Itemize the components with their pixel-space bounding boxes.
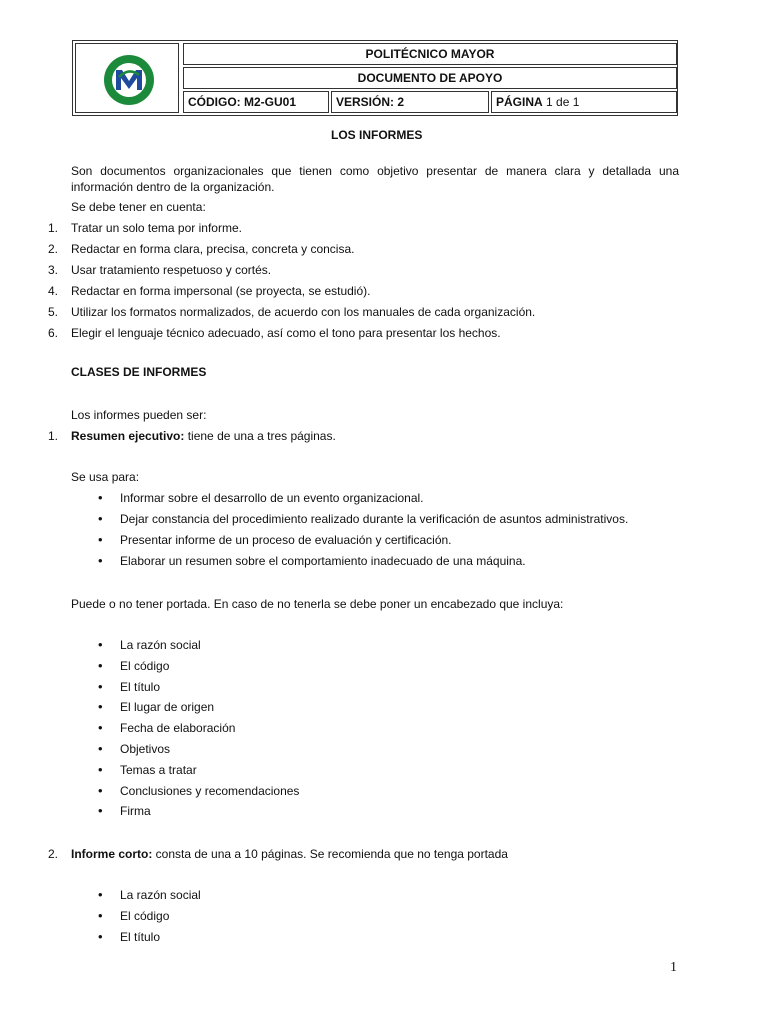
classes-intro: Los informes pueden ser: — [71, 408, 207, 422]
cover-note: Puede o no tener portada. En caso de no tenerla se debe poner un encabezado que incluya: — [71, 597, 564, 611]
type2-text: consta de una a 10 páginas. Se recomienda que no tenga portada — [152, 847, 508, 861]
short-item: El título — [120, 929, 161, 944]
cover-item: Fecha de elaboración — [120, 721, 236, 736]
bullet-marker: • — [98, 782, 103, 798]
document-header-table — [72, 40, 678, 116]
type1-label: Resumen ejecutivo: — [71, 429, 185, 443]
rule-number: 4. — [48, 284, 59, 298]
bullet-marker: • — [98, 803, 103, 819]
bullet-marker: • — [98, 532, 103, 547]
rule-item: Utilizar los formatos normalizados, de acuerdo con los manuales de cada organización. — [71, 305, 536, 319]
type2-label: Informe corto: — [71, 847, 153, 861]
cover-item: Temas a tratar — [120, 762, 197, 777]
bullet-marker: • — [98, 511, 103, 526]
doc-version: VERSIÓN: 2 — [331, 91, 489, 113]
use-item: Dejar constancia del procedimiento realizado durante la verificación de asuntos administrativos. — [120, 512, 629, 526]
bullet-marker: • — [98, 553, 103, 568]
cover-item: Objetivos — [120, 742, 171, 756]
rule-number: 1. — [48, 221, 59, 235]
classes-heading: CLASES DE INFORMES — [71, 365, 207, 379]
doc-type: DOCUMENTO DE APOYO — [183, 67, 677, 89]
rule-item: Usar tratamiento respetuoso y cortés. — [71, 263, 272, 277]
rule-number: 3. — [48, 263, 59, 277]
bullet-marker: • — [98, 907, 103, 923]
institution-logo — [102, 53, 156, 107]
page-title: LOS INFORMES — [331, 128, 423, 142]
rule-number: 5. — [48, 305, 59, 319]
page-value: 1 de 1 — [546, 95, 580, 109]
cover-item: Firma — [120, 804, 151, 819]
use-item: Presentar informe de un proceso de evaluación y certificación. — [120, 533, 452, 547]
type2-number: 2. — [48, 847, 59, 861]
intro-paragraph: Son documentos organizacionales que tienen como objetivo presentar de manera clara y detallada una información dentro de la organización. — [71, 164, 679, 194]
rule-item: Redactar en forma impersonal (se proyecta, se estudió). — [71, 284, 371, 298]
org-name: POLITÉCNICO MAYOR — [183, 43, 677, 65]
cover-item: Conclusiones y recomendaciones — [120, 783, 300, 798]
bullet-marker: • — [98, 720, 103, 736]
type1-item — [71, 428, 336, 444]
type1-number: 1. — [48, 429, 59, 443]
short-item: El código — [120, 908, 170, 923]
page-number: 1 — [670, 960, 677, 975]
type2-item — [71, 846, 508, 862]
bullet-marker: • — [98, 657, 103, 673]
short-item: La razón social — [120, 888, 201, 902]
bullet-marker: • — [98, 699, 103, 715]
cover-item: El código — [120, 658, 170, 673]
page-label: PÁGINA — [496, 95, 543, 109]
cover-item: El título — [120, 679, 161, 694]
bullet-marker: • — [98, 637, 103, 652]
uses-label: Se usa para: — [71, 470, 140, 484]
bullet-marker: • — [98, 490, 103, 505]
consider-label: Se debe tener en cuenta: — [71, 200, 206, 214]
cover-item: El lugar de origen — [120, 700, 215, 715]
bullet-marker: • — [98, 761, 103, 777]
bullet-marker: • — [98, 928, 103, 944]
use-item: Informar sobre el desarrollo de un evento organizacional. — [120, 491, 424, 505]
logo-cell — [75, 43, 179, 113]
doc-code: CÓDIGO: M2-GU01 — [183, 91, 329, 113]
cover-item: La razón social — [120, 638, 201, 652]
doc-page — [491, 91, 677, 113]
rule-number: 2. — [48, 242, 59, 256]
use-item: Elaborar un resumen sobre el comportamiento inadecuado de una máquina. — [120, 554, 526, 568]
bullet-marker: • — [98, 741, 103, 756]
bullet-marker: • — [98, 678, 103, 694]
rule-item: Redactar en forma clara, precisa, concreta y concisa. — [71, 242, 355, 256]
rule-number: 6. — [48, 326, 59, 340]
rule-item: Tratar un solo tema por informe. — [71, 221, 242, 235]
type1-text: tiene de una a tres páginas. — [184, 429, 336, 443]
bullet-marker: • — [98, 887, 103, 902]
rule-item: Elegir el lenguaje técnico adecuado, así como el tono para presentar los hechos. — [71, 326, 501, 340]
